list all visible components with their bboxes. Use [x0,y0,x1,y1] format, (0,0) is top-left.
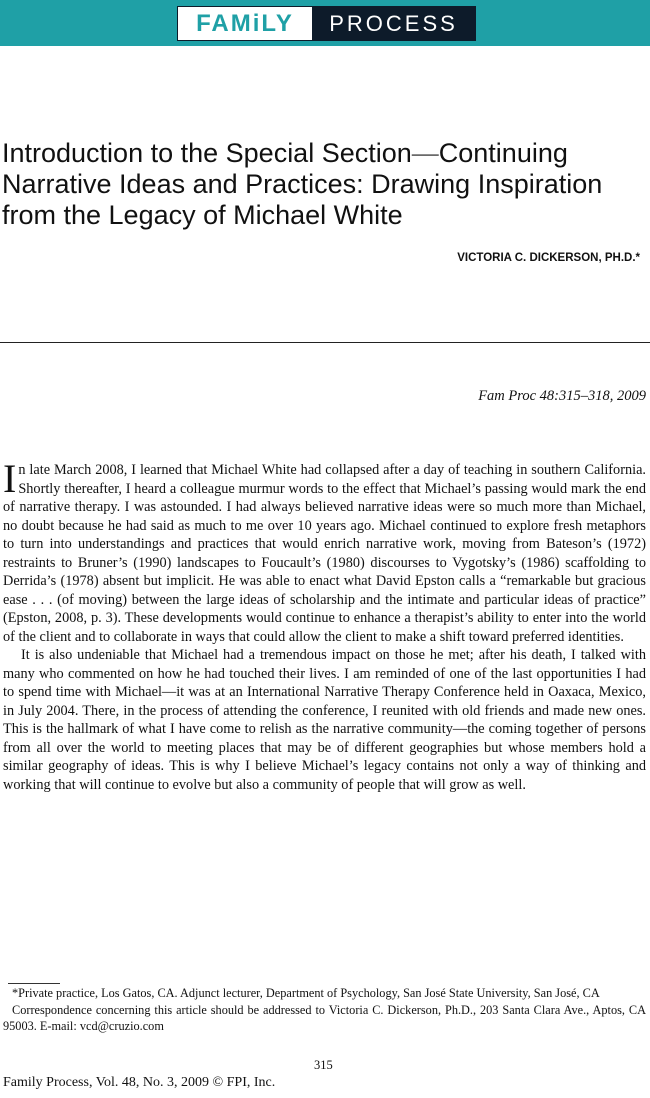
footnote-correspondence: Correspondence concerning this article should be addressed to Victoria C. Dickerson, Ph.D., 203 Santa Clara Ave., Aptos, CA 95003. E-mail: vcd@cruzio.com [3,1002,646,1033]
header-divider [0,342,650,343]
author-name: VICTORIA C. DICKERSON, PH.D.* [457,252,640,264]
title-line-2: Narrative Ideas and Practices: Drawing Inspiration [2,169,603,199]
logo-process-text: PROCESS [329,10,458,36]
journal-citation: Fam Proc 48:315–318, 2009 [478,388,646,404]
page-number: 315 [314,1058,333,1072]
paragraph-1-text: n late March 2008, I learned that Michael White had collapsed after a day of teaching in southern California. Shortly thereafter, I heard a colleague murmur words to the effect that Michael’s passing would mark the end of narrative therapy. I was astounded. I had always believed narrative ideas were so much more than Michael, no doubt because he had said as much to me over 10 years ago. Michael continued to explore fresh metaphors to turn into understandings and practices that would enrich narrative work, moving from Bateson’s (1972) restraints to Bruner’s (1990) landscapes to Foucault’s (1980) discourses to Vygotsky’s (1986) scaffolding to Derrida’s (1978) absent but implicit. He was able to enact what David Epston calls a “remarkable but gracious ease . . . (of moving) between the large ideas of scholarship and the intimate and particular ideas of practice” (Epston, 2008, p. 3). These developments would continue to enhance a therapist’s ability to enter into the world of the client and to collaborate in ways that could allow the client to make a shift toward preferred identities. [3,462,646,645]
title-line-1: Introduction to the Special Section—Continuing [2,138,568,168]
drop-cap: I [3,456,17,501]
journal-logo [177,6,476,41]
title-line-3: from the Legacy of Michael White [2,200,403,230]
title-dash: — [411,138,439,168]
body-paragraph-2: It is also undeniable that Michael had a tremendous impact on those he met; after his death, I talked with many who commented on how he had touched their lives. I am reminded of one of the last opportunities I had to spend time with Michael—it was at an International Narrative Therapy Conference held in Oaxaca, Mexico, in July 2004. There, in the process of attending the conference, I reunited with old friends and made new ones. This is the hallmark of what I have come to relish as the narrative community—the coming together of persons from all over the world to meeting places that may be of different geographies but whose members hold a similar geography of ideas. This is why I believe Michael’s legacy contains not only a way of thinking and working that will continue to evolve but also a community of people that will grow as well. [3,647,646,793]
logo-family-text: FAMiLY [178,7,312,40]
footnotes [3,985,646,1035]
footnote-divider [8,983,60,984]
article-body [3,456,646,794]
article-title [2,138,642,231]
journal-footer: Family Process, Vol. 48, No. 3, 2009 © FPI, Inc. [3,1075,276,1090]
footnote-affiliation: *Private practice, Los Gatos, CA. Adjunct lecturer, Department of Psychology, San José State University, San José, CA [12,986,600,1000]
body-paragraph-1 [3,456,646,646]
